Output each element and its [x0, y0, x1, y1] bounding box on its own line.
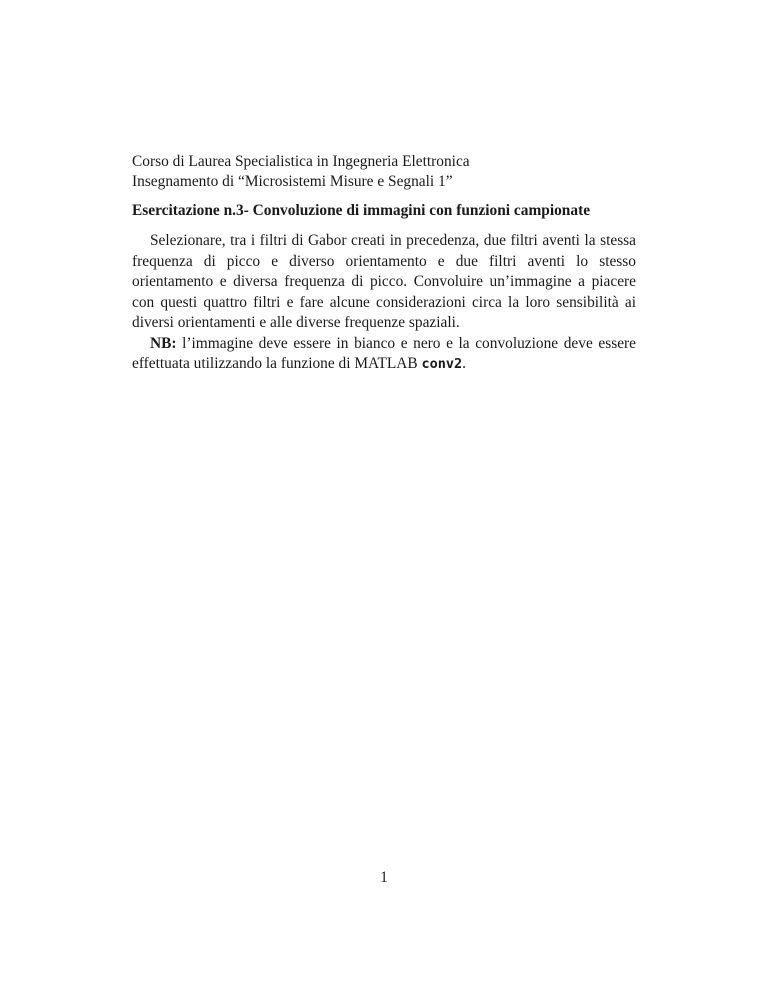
course-header: [132, 152, 672, 192]
exercise-title: Esercitazione n.3- Convoluzione di immagini con funzioni campionate: [132, 202, 591, 219]
note-text: l’immagine deve essere in bianco e nero e la convoluzione deve essere effettuata utilizzando la funzione di MATLAB: [132, 334, 636, 372]
course-subject: Insegnamento di “Microsistemi Misure e Segnali 1”: [132, 173, 453, 190]
note-paragraph: [132, 334, 636, 375]
note-label: NB:: [150, 334, 177, 352]
exercise-body: [132, 231, 636, 375]
exercise-paragraph: Selezionare, tra i filtri di Gabor creati in precedenza, due filtri aventi la stessa frequenza di picco e diverso orientamento e due filtri aventi lo stesso orientamento e diversa frequenza di picco. Convoluire un’immagine a piacere con questi quattro filtri e fare alcune considerazioni circa la loro sensibilità ai diversi orientamenti e alle diverse frequenze spaziali.: [132, 232, 636, 331]
function-name: conv2: [421, 356, 463, 372]
course-name: Corso di Laurea Specialistica in Ingegneria Elettronica: [132, 153, 470, 170]
page-number: 1: [380, 869, 388, 886]
note-end: .: [462, 355, 466, 372]
